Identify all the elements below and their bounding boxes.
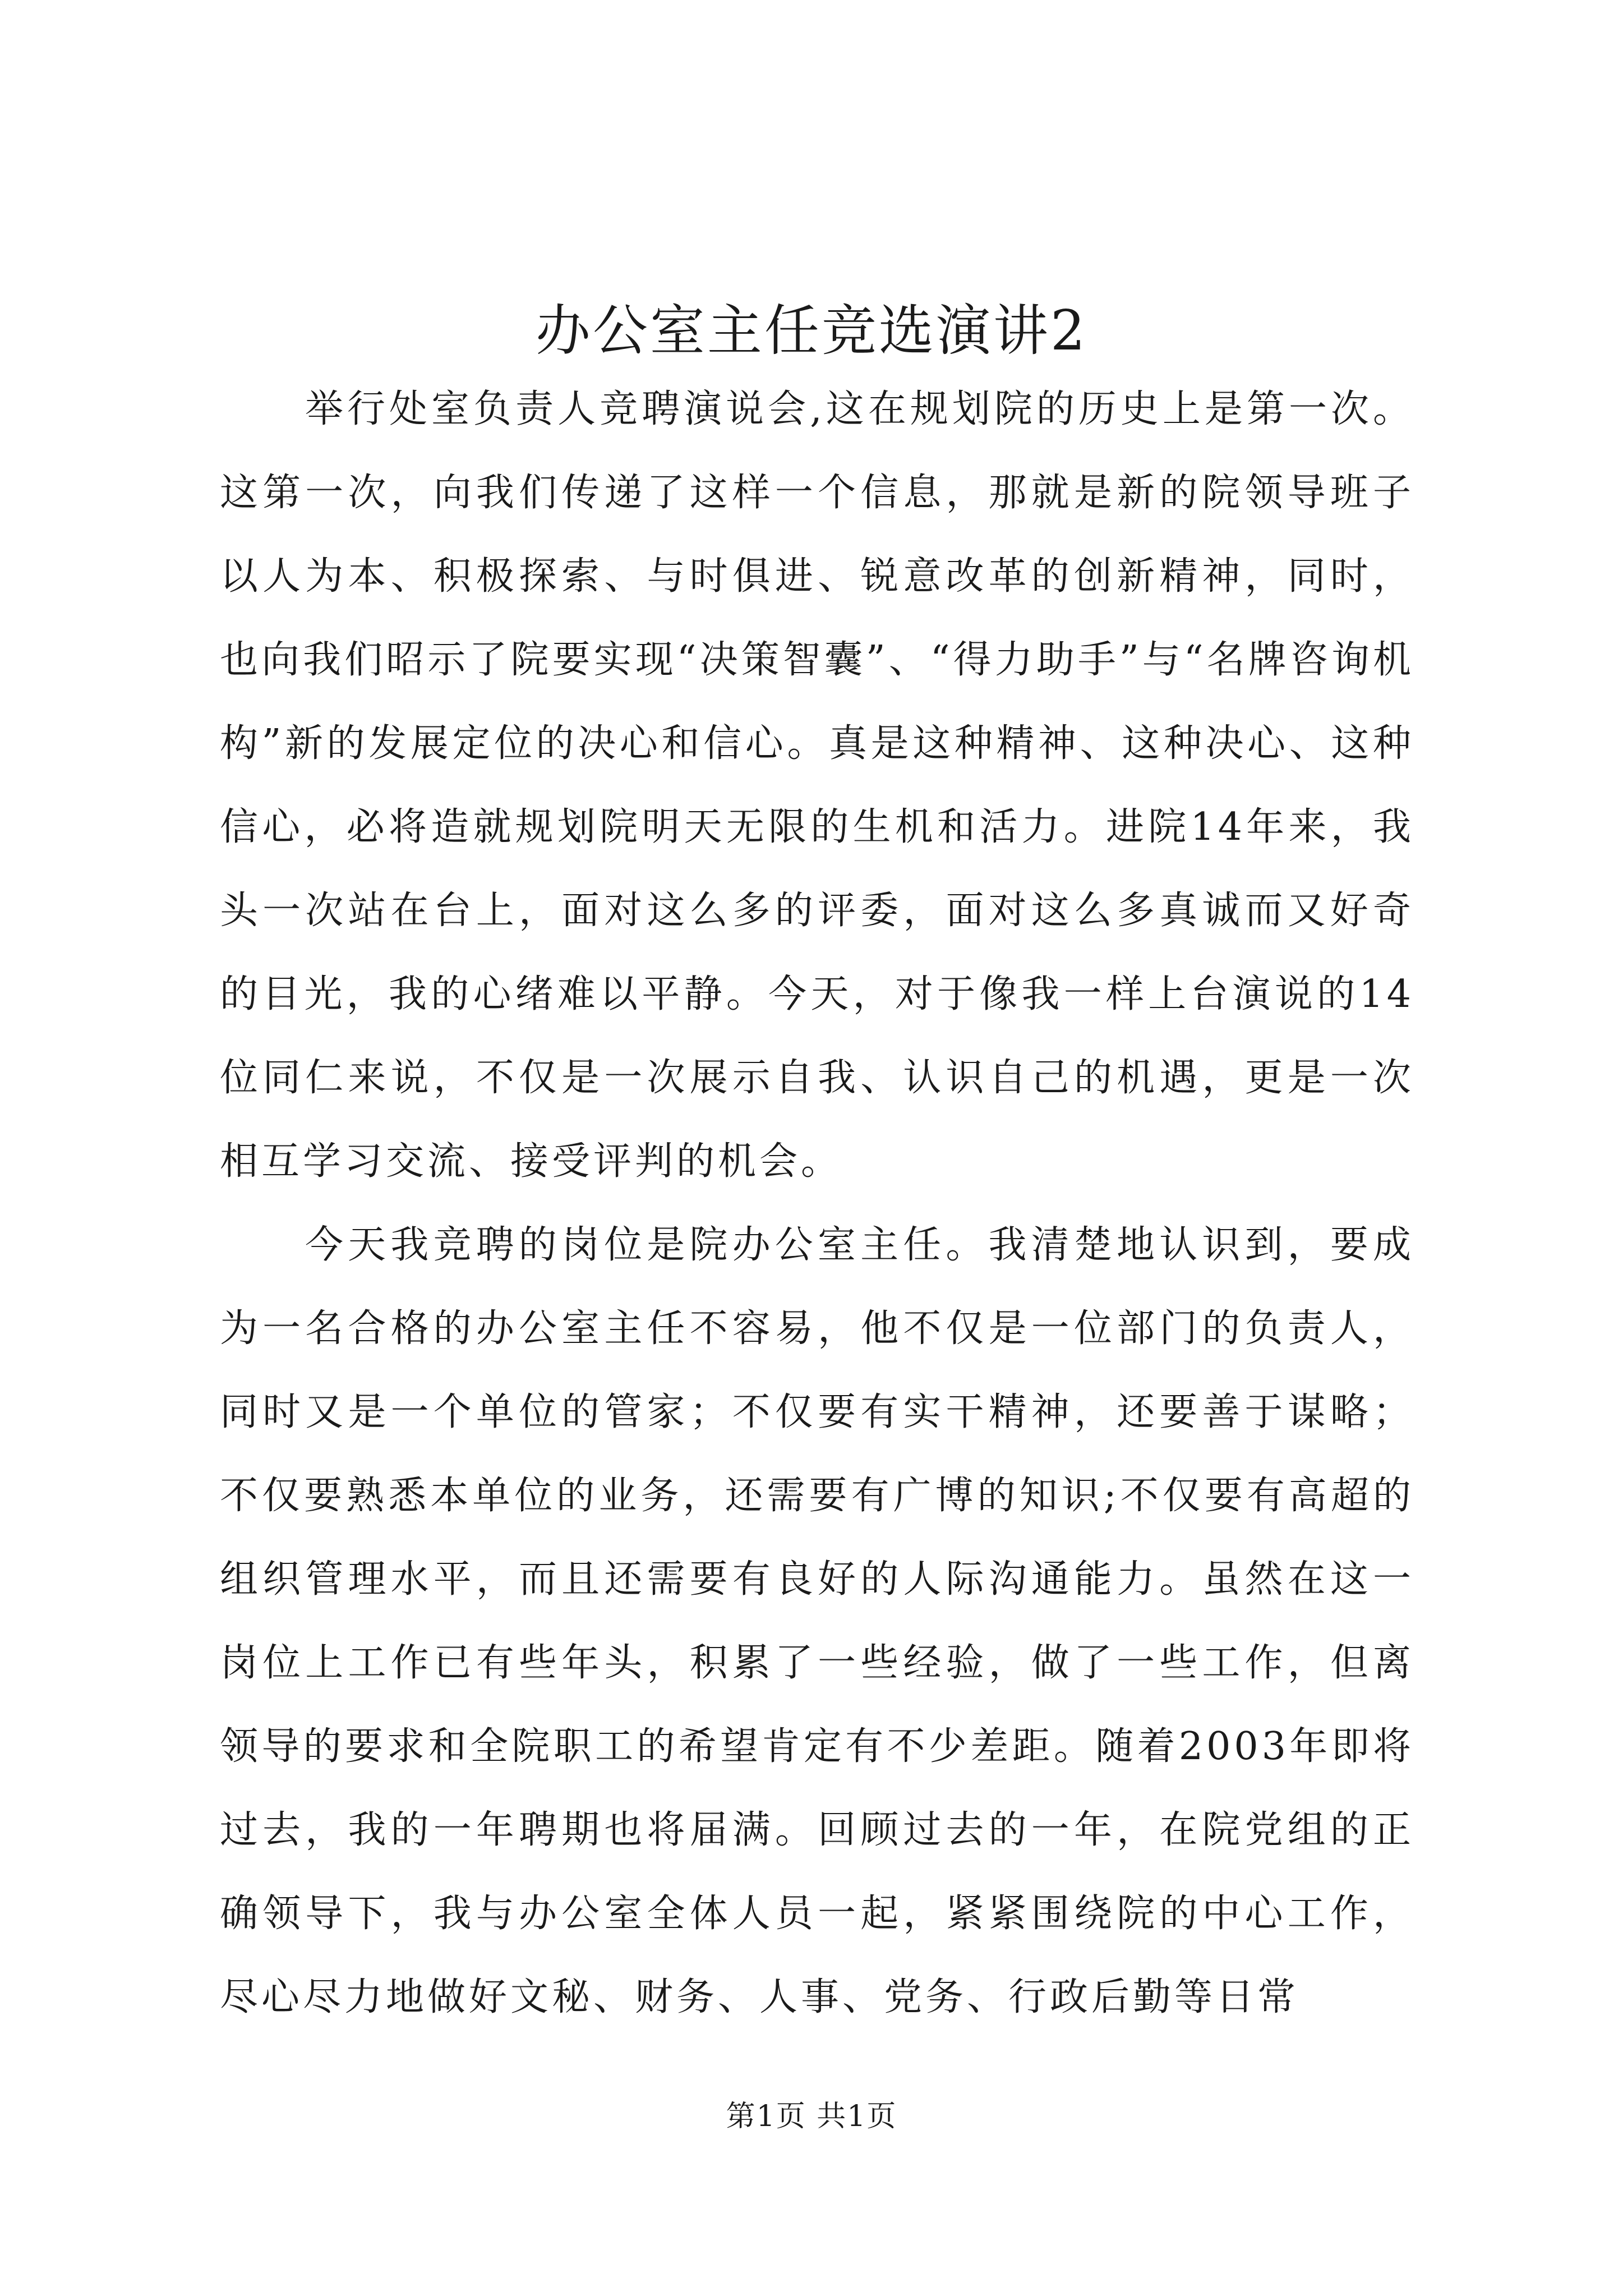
document-title: 办公室主任竞选演讲2 xyxy=(535,299,1088,363)
paragraph-2: 今天我竞聘的岗位是院办公室主任。我清楚地认识到，要成为一名合格的办公室主任不容易，他不仅是一位部门的负责人，同时又是一个单位的管家；不仅要有实干精神，还要善于谋略；不仅要熟悉本单位的业务，还需要有广博的知识;不仅要有高超的组织管理水平，而且还需要有良好的人际沟通能力。虽然在这一岗位上工作已有些年头，积累了一些经验，做了一些工作，但离领导的要求和全院职工的希望肯定有不少差距。随着2003年即将过去，我的一年聘期也将届满。回顾过去的一年，在院党组的正确领导下，我与办公室全体人员一起，紧紧围绕院的中心工作，尽心尽力地做好文秘、财务、人事、党务、行政后勤等日常 xyxy=(220,1223,1414,2019)
document-body xyxy=(220,367,1414,2039)
paragraph-1: 举行处室负责人竞聘演说会,这在规划院的历史上是第一次。这第一次，向我们传递了这样一个信息，那就是新的院领导班子以人为本、积极探索、与时俱进、锐意改革的创新精神，同时，也向我们昭示了院要实现“决策智囊”、“得力助手”与“名牌咨询机构”新的发展定位的决心和信心。真是这种精神、这种决心、这种信心，必将造就规划院明天无限的生机和活力。进院14年来，我头一次站在台上，面对这么多的评委，面对这么多真诚而又好奇的目光，我的心绪难以平静。今天，对于像我一样上台演说的14位同仁来说，不仅是一次展示自我、认识自己的机遇，更是一次相互学习交流、接受评判的机会。 xyxy=(220,387,1414,1184)
page-footer: 第1页 共1页 xyxy=(726,2100,897,2133)
